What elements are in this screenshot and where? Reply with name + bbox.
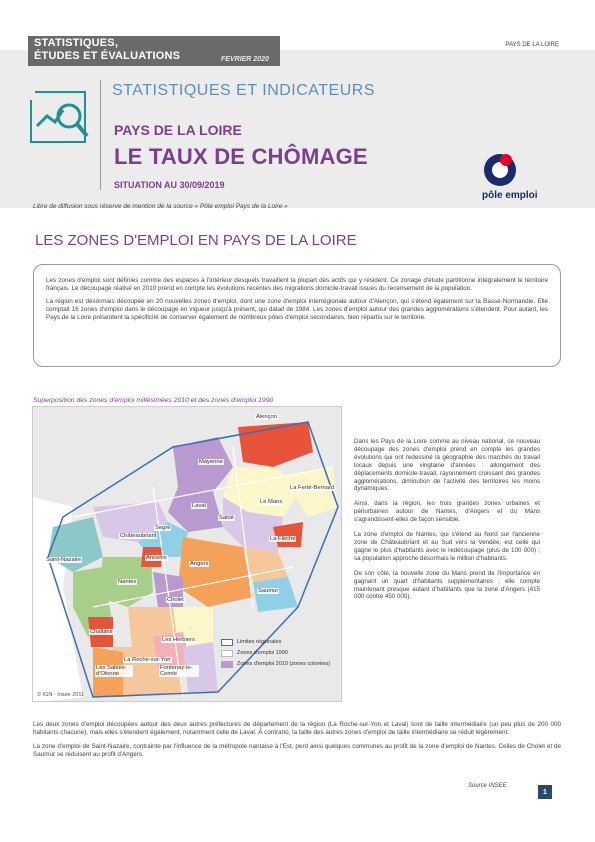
publication-title-line1: STATISTIQUES, bbox=[34, 37, 119, 49]
legend-swatch-regional bbox=[221, 639, 233, 646]
employment-zones-map bbox=[32, 406, 342, 702]
region-top-label: PAYS DE LA LOIRE bbox=[505, 42, 559, 48]
map-label-le-mans: Le Mans bbox=[260, 499, 283, 505]
map-label-alencon: Alençon bbox=[256, 414, 277, 420]
page-title: LE TAUX DE CHÔMAGE bbox=[114, 144, 368, 169]
bottom-paragraph-2: La zone d'emploi de Saint-Nazaire, contrainte par l'influence de la métropole nantaise à l'Est, perd ainsi quelques communes au profit de la zone d'emploi de Nantes. Celles de Cholet et de Saumur se réduisent au profit d'Angers. bbox=[33, 742, 561, 758]
magnifier-chart-icon bbox=[29, 86, 91, 148]
map-legend bbox=[221, 639, 331, 672]
map-label-challans: Challans bbox=[90, 629, 113, 635]
map-label-la-roche-sur-yon: La Roche-sur-Yon bbox=[124, 657, 171, 663]
intro-paragraph-1: Les zones d'emploi sont définies comme des espaces à l'intérieur desquels travaillent la plupart des actifs qui y résident. Ce zonage d'étude partitionne intégralement le territoire français. Le découpage réalisé en 2010 prend en compte les évolutions récentes des migrations domicile-travail issues du recensement de la population. bbox=[46, 277, 548, 292]
map-caption: Superposition des zones d'emploi millésimées 2010 et des zones d'emploi 1990 bbox=[33, 397, 274, 404]
diffusion-notice: Libre de diffusion sous réserve de mention de la source « Pôle emploi Pays de la Loire » bbox=[33, 203, 288, 210]
map-label-laval: Laval bbox=[192, 503, 206, 509]
side-paragraph-4: De son côté, la nouvelle zone du Mans prend de l'importance en gagnant un quart d'habitants supplémentaires ; elle compte maintenant presque autant d'habitants que la zone d'Angers (415 000 contre 450 000). bbox=[354, 569, 540, 601]
pole-emploi-logo-text: pôle emploi bbox=[482, 190, 538, 201]
situation-date: SITUATION AU 30/09/2019 bbox=[114, 180, 225, 190]
side-paragraph-1: Dans les Pays de la Loire comme au niveau national, ce nouveau découpage des zones d'emploi prend en compte les grandes évolutions qui ont redessiné la géographie des marchés du travail locaux depuis une vingtaine d'années : allongement des déplacements domicile-travail, rayonnement croissant des grandes agglomérations, diminution de l'activité des territoires les moins dynamiques. bbox=[354, 438, 540, 493]
legend-swatch-1990 bbox=[221, 650, 233, 657]
page-number: 1 bbox=[538, 785, 552, 799]
side-column bbox=[354, 438, 540, 608]
map-label-nantes: Nantes bbox=[118, 579, 137, 585]
bottom-paragraph-1: Les deux zones d'emploi découpées autour des deux autres préfectures de département de la région (La Roche-sur-Yon et Laval) sont de taille intermédiaire (un peu plus de 200 000 habitants chacune), mais elles s'étendent également, notamment celle de Laval. À contrario, la taille des autres zones d'emploi de taille intermédiaire se réduit légèrement. bbox=[33, 721, 561, 736]
map-label-saumur: Saumur bbox=[258, 588, 279, 594]
map-label-segre: Segré bbox=[155, 525, 171, 531]
legend-text-1990: Zones d'emploi 1990 bbox=[237, 650, 288, 657]
map-label-la-ferte-bernard: La Ferté-Bernard bbox=[290, 485, 335, 491]
map-label-saint-nazaire: Saint-Nazaire bbox=[46, 557, 82, 563]
side-paragraph-2: Ainsi, dans la région, les trois grandes zones urbaines et périurbaines autour de Nantes, d'Angers et du Mans s'agrandissent-elles de façon sensible. bbox=[354, 500, 540, 524]
bottom-text bbox=[33, 721, 561, 765]
source-note: Source INSEE bbox=[468, 783, 507, 789]
map-label-mayenne: Mayenne bbox=[199, 459, 223, 465]
section-title: LES ZONES D'EMPLOI EN PAYS DE LA LOIRE bbox=[35, 232, 357, 249]
map-label-fontenay-le-comte: Fontenay-le-Comte bbox=[159, 665, 199, 677]
intro-callout bbox=[33, 264, 561, 367]
side-paragraph-3: La zone d'emploi de Nantes, qui s'étend au Nord sur l'ancienne zone de Châteaubriant et au Sud vers la Vendée, est celle qui gagne le plus d'habitants avec le redécoupage (plus de 100 000) ; sa population approche désormais le million d'habitants. bbox=[354, 531, 540, 562]
legend-row-1990 bbox=[221, 650, 331, 657]
map-label-sable: Sablé bbox=[219, 515, 234, 521]
map-label-les-sables-dolonne: Les Sables-d'Olonne bbox=[95, 665, 133, 677]
region-title: PAYS DE LA LOIRE bbox=[114, 122, 242, 138]
map-label-chateaubriant: Châteaubriant bbox=[120, 533, 157, 539]
map-label-angers: Angers bbox=[190, 561, 209, 567]
map-label-ancenis: Ancenis bbox=[146, 555, 167, 561]
intro-paragraph-2: La région est désormais découpée en 20 nouvelles zones d'emploi, dont une zone d'emploi interrégionale autour d'Alençon, qui s'étend également sur la Basse-Normandie. Elle comptait 16 zones d'emploi dans le découpage en vigueur jusqu'à présent, qui datait de 1984. Les zones d'emploi autour des grandes agglomérations s'étendent. Pour autant, les Pays de la Loire présentent la spécificité de conserver également de nombreux pôles d'emploi secondaires, bien répartis sur le territoire. bbox=[46, 297, 548, 321]
map-label-la-fleche: La Flèche bbox=[270, 536, 296, 542]
legend-row-2010 bbox=[221, 661, 331, 668]
publication-title-line2: ÉTUDES ET ÉVALUATIONS bbox=[34, 50, 181, 62]
map-label-les-herbiers: Les Herbiers bbox=[162, 637, 195, 643]
map-source: © IGN - Insee 2011 bbox=[37, 692, 85, 698]
series-title: STATISTIQUES ET INDICATEURS bbox=[112, 82, 376, 99]
header-divider bbox=[100, 80, 101, 190]
legend-swatch-2010 bbox=[221, 661, 233, 668]
map-label-cholet: Cholet bbox=[167, 597, 184, 603]
legend-text-2010: Zones d'emploi 2010 (zones colorées) bbox=[237, 661, 331, 668]
publication-date: FEVRIER 2020 bbox=[221, 56, 269, 63]
publication-title bbox=[34, 37, 180, 63]
legend-text-regional: Limites régionales bbox=[237, 639, 282, 646]
legend-row-regional bbox=[221, 639, 331, 646]
